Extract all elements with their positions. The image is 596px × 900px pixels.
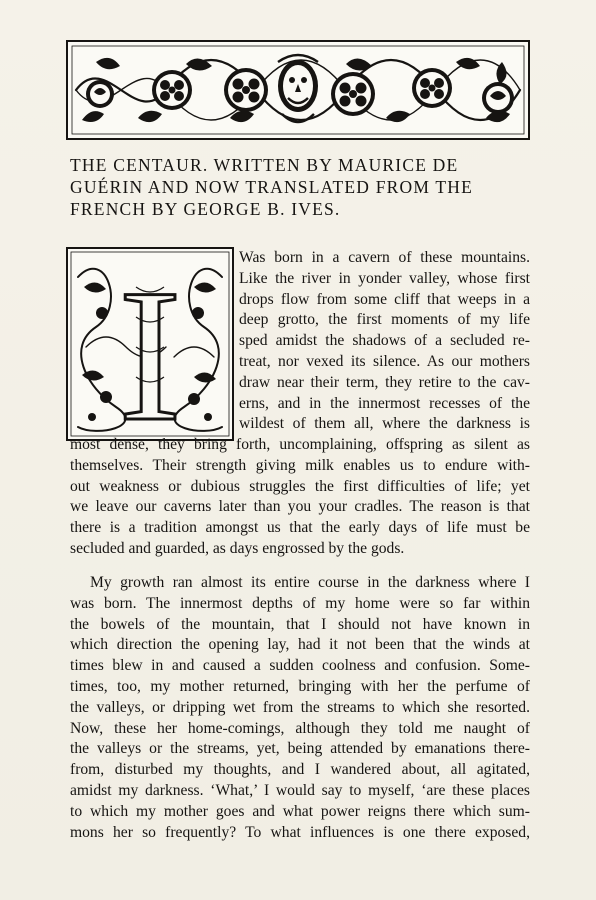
book-title bbox=[70, 154, 540, 220]
text-line: erns, and in the innermost recesses of the bbox=[239, 394, 530, 412]
paragraph-1-wrap bbox=[239, 248, 530, 435]
text-line: amidst my darkness. ‘What,’ I would say to myself, ‘are these places bbox=[70, 781, 530, 799]
text-line: to which my mother goes and what power reigns there which sum- bbox=[70, 802, 530, 820]
drop-cap-letter: I bbox=[118, 251, 182, 441]
text-line: drops flow from some cliff that weeps in a bbox=[239, 290, 530, 308]
text-line: the bowels of the mountain, that I should not have known in bbox=[70, 615, 530, 633]
foliate-initial-I-icon bbox=[66, 247, 234, 441]
paragraph-1-body bbox=[70, 435, 530, 560]
text-line: there is a tradition amongst us that the early days of life must be bbox=[70, 519, 530, 537]
title-line: THE CENTAUR. WRITTEN BY MAURICE DE bbox=[70, 155, 459, 175]
text-line: out weakness or dubious struggles the first difficulties of life; yet bbox=[70, 477, 530, 495]
text-line: mons her so frequently? To what influences is one there exposed, bbox=[70, 823, 530, 841]
text-line: Was born in a cavern of these mountains. bbox=[239, 249, 530, 266]
text-line: draw near their term, they retire to the cav- bbox=[239, 373, 530, 391]
text-line: the valleys or the streams, yet, being attended by emanations there- bbox=[70, 740, 530, 758]
text-line: treat, nor vexed its silence. As our mothers bbox=[239, 352, 530, 370]
text-line: themselves. Their strength giving milk enables us to endure with- bbox=[70, 456, 530, 474]
text-line: which direction the opening lay, had it not been that the winds at bbox=[70, 636, 530, 654]
text-line: the valleys, or dripping wet from the streams to which she resorted. bbox=[70, 698, 530, 716]
title-line: FRENCH BY GEORGE B. IVES. bbox=[70, 199, 341, 219]
text-line: secluded and guarded, as days engrossed by the gods. bbox=[70, 539, 405, 557]
text-line: times blew in and caused a sudden coolness and confusion. Some- bbox=[70, 657, 530, 675]
text-line: sped amidst the shadows of a secluded re- bbox=[239, 332, 530, 350]
text-line: times, too, my mother returned, bringing with her the perfume of bbox=[70, 677, 530, 695]
text-line: My growth ran almost its entire course in the darkness where I bbox=[90, 574, 530, 591]
title-line: GUÉRIN AND NOW TRANSLATED FROM THE bbox=[70, 177, 473, 197]
text-line: was born. The innermost depths of my home were so far within bbox=[70, 594, 530, 612]
text-line: we leave our caverns later than you your cradles. The reason is that bbox=[70, 498, 530, 516]
text-line: deep grotto, the first moments of my life bbox=[239, 311, 530, 329]
text-line: most dense, they bring forth, uncomplaining, offspring as silent as bbox=[70, 436, 530, 453]
ornamental-vine-border-icon bbox=[66, 40, 530, 140]
paragraph-2 bbox=[70, 573, 530, 843]
text-line: wildest of them all, where the darkness is bbox=[239, 415, 530, 433]
text-line: Now, these her home-comings, although they told me naught of bbox=[70, 719, 530, 737]
text-line: from, disturbed my thoughts, and I wandered about, all agitated, bbox=[70, 761, 530, 779]
text-line: Like the river in yonder valley, whose first bbox=[239, 269, 530, 287]
